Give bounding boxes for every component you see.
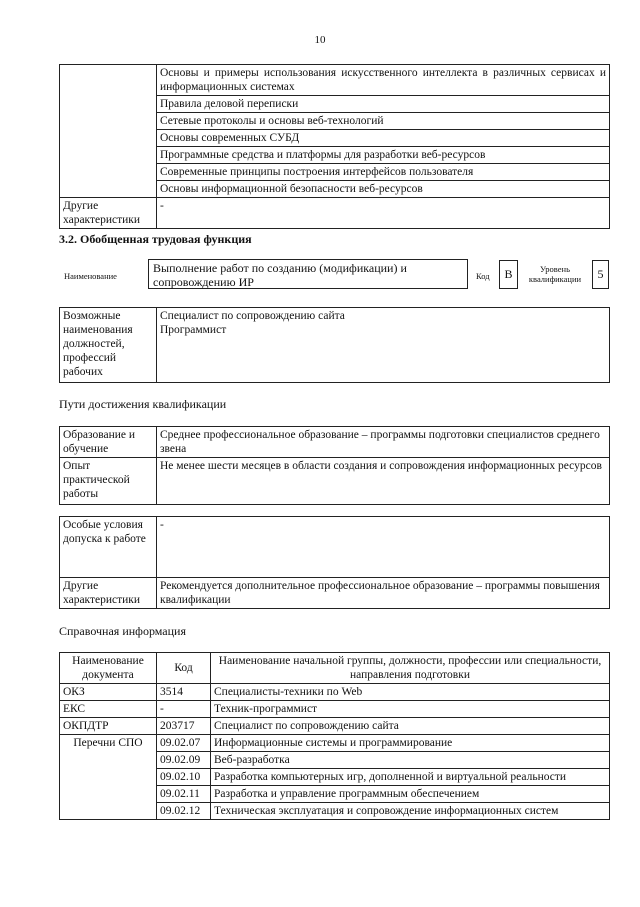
education-label: Образование и обучение xyxy=(60,427,157,458)
other-characteristics-label: Другие характеристики xyxy=(60,578,157,609)
positions-label: Возможные наименования должностей, профессий рабочих xyxy=(60,308,157,383)
code-value: В xyxy=(499,260,518,289)
document-cell: Перечни СПО xyxy=(60,735,157,820)
positions-values xyxy=(157,308,610,383)
document-cell: ЕКС xyxy=(60,701,157,718)
knowledge-item: Правила деловой переписки xyxy=(157,96,610,113)
other-characteristics-value: - xyxy=(157,198,610,229)
code-cell: 09.02.12 xyxy=(157,803,211,820)
positions-table xyxy=(59,307,610,383)
name-cell: Специалисты-техники по Web xyxy=(211,684,610,701)
code-cell: - xyxy=(157,701,211,718)
knowledge-item: Основы современных СУБД xyxy=(157,130,610,147)
document-cell: ОКПДТР xyxy=(60,718,157,735)
knowledge-item: Сетевые протоколы и основы веб-технологий xyxy=(157,113,610,130)
reference-table xyxy=(59,652,610,820)
code-cell: 09.02.09 xyxy=(157,752,211,769)
table-row xyxy=(60,458,610,505)
level-value: 5 xyxy=(592,260,609,289)
experience-label: Опыт практической работы xyxy=(60,458,157,505)
code-cell: 09.02.07 xyxy=(157,735,211,752)
function-name: Выполнение работ по созданию (модификации) и сопровождению ИР xyxy=(148,259,468,289)
table-row xyxy=(60,684,610,701)
name-cell: Информационные системы и программирование xyxy=(211,735,610,752)
name-cell: Техническая эксплуатация и сопровождение информационных систем xyxy=(211,803,610,820)
name-cell: Веб-разработка xyxy=(211,752,610,769)
name-cell: Техник-программист xyxy=(211,701,610,718)
table-row xyxy=(60,718,610,735)
experience-value: Не менее шести месяцев в области создания и сопровождения информационных ресурсов xyxy=(157,458,610,505)
header-document: Наименование документа xyxy=(60,653,157,684)
table-row xyxy=(60,735,610,752)
code-cell: 09.02.11 xyxy=(157,786,211,803)
table-row xyxy=(60,308,610,383)
name-cell: Разработка компьютерных игр, дополненной и виртуальной реальности xyxy=(211,769,610,786)
header-code: Код xyxy=(157,653,211,684)
special-conditions-label: Особые условия допуска к работе xyxy=(60,517,157,578)
position-item: Программист xyxy=(160,324,227,336)
page-number: 10 xyxy=(314,34,326,46)
table-row xyxy=(60,701,610,718)
conditions-table xyxy=(59,516,610,609)
table-header-row xyxy=(60,653,610,684)
name-cell: Разработка и управление программным обеспечением xyxy=(211,786,610,803)
paths-table xyxy=(59,426,610,505)
name-cell: Специалист по сопровождению сайта xyxy=(211,718,610,735)
table-row xyxy=(60,578,610,609)
special-conditions-value: - xyxy=(157,517,610,578)
paths-title: Пути достижения квалификации xyxy=(59,397,227,411)
section-title: 3.2. Обобщенная трудовая функция xyxy=(59,232,252,246)
other-characteristics-label: Другие характеристики xyxy=(60,198,157,229)
table-row xyxy=(60,65,610,96)
reference-title: Справочная информация xyxy=(59,624,186,638)
code-cell: 09.02.10 xyxy=(157,769,211,786)
knowledge-item: Программные средства и платформы для разработки веб-ресурсов xyxy=(157,147,610,164)
code-label: Код xyxy=(476,271,490,281)
empty-label-cell xyxy=(60,65,157,198)
name-label: Наименование xyxy=(64,271,117,281)
other-characteristics-value: Рекомендуется дополнительное профессиональное образование – программы повышения квалификации xyxy=(157,578,610,609)
code-cell: 3514 xyxy=(157,684,211,701)
knowledge-item: Современные принципы построения интерфейсов пользователя xyxy=(157,164,610,181)
code-cell: 203717 xyxy=(157,718,211,735)
document-cell: ОКЗ xyxy=(60,684,157,701)
position-item: Специалист по сопровождению сайта xyxy=(160,310,345,322)
table-row xyxy=(60,427,610,458)
level-label: Уровень квалификации xyxy=(528,264,582,284)
top-knowledge-table xyxy=(59,64,610,229)
education-value: Среднее профессиональное образование – программы подготовки специалистов среднего звена xyxy=(157,427,610,458)
header-name: Наименование начальной группы, должности, профессии или специальности, направления подготовки xyxy=(211,653,610,684)
knowledge-item: Основы и примеры использования искусственного интеллекта в различных сервисах и информационных системах xyxy=(157,65,610,96)
knowledge-item: Основы информационной безопасности веб-ресурсов xyxy=(157,181,610,198)
table-row xyxy=(60,517,610,578)
table-row xyxy=(60,198,610,229)
